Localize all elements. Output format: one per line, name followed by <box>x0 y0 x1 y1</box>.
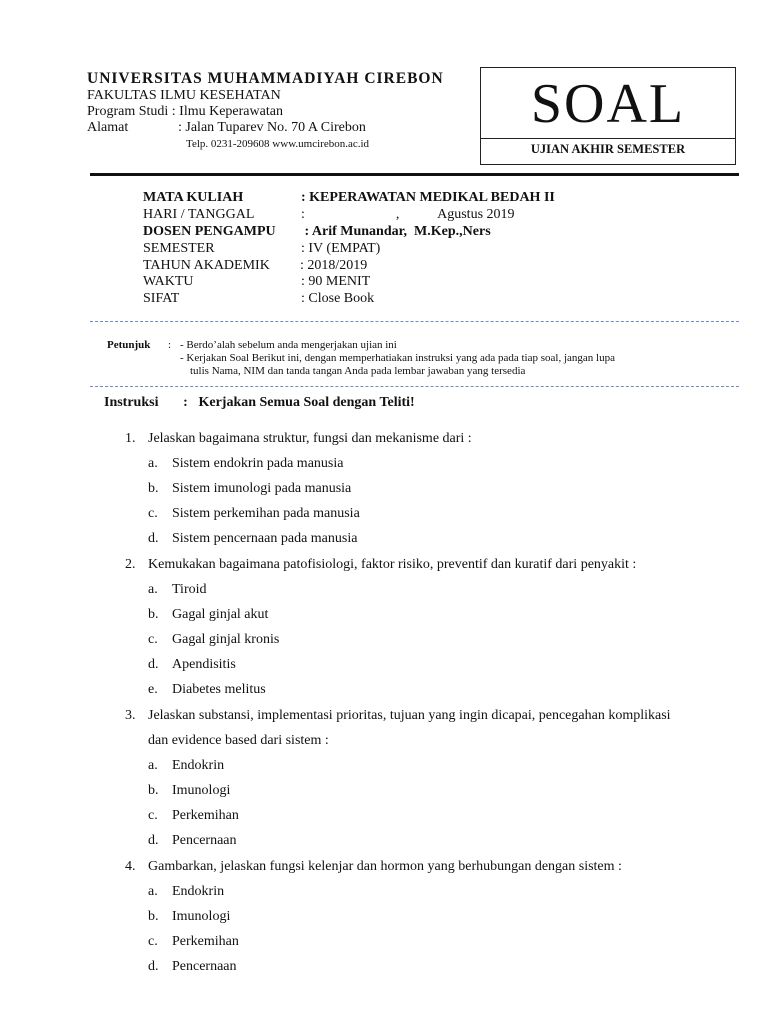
option-letter: c. <box>148 808 158 823</box>
option-letter: c. <box>148 506 158 521</box>
option-text: Sistem imunologi pada manusia <box>172 481 352 496</box>
info-label: HARI / TANGGAL <box>143 207 255 222</box>
dashed-divider-bottom <box>90 386 739 387</box>
option-letter: b. <box>148 481 159 496</box>
option-text: Perkemihan <box>172 934 239 949</box>
option-letter: d. <box>148 959 159 974</box>
petunjuk-line: tulis Nama, NIM dan tanda tangan Anda pada lembar jawaban yang tersedia <box>190 365 526 377</box>
info-value: : 90 MENIT <box>301 274 371 289</box>
question-text: Jelaskan bagaimana struktur, fungsi dan mekanisme dari : <box>148 431 472 446</box>
question-text-continued: dan evidence based dari sistem : <box>148 733 329 748</box>
option-letter: d. <box>148 833 159 848</box>
phone-website: Telp. 0231-209608 www.umcirebon.ac.id <box>186 138 370 150</box>
option-text: Endokrin <box>172 758 225 773</box>
info-value: : , Agustus 2019 <box>301 207 515 222</box>
info-label: SEMESTER <box>143 241 215 256</box>
soal-divider <box>481 138 735 139</box>
instruction-colon: : <box>183 395 188 410</box>
question-number: 4. <box>125 859 136 874</box>
info-label: SIFAT <box>143 291 180 306</box>
option-letter: b. <box>148 783 159 798</box>
study-program: Program Studi : Ilmu Keperawatan <box>87 104 283 119</box>
option-letter: b. <box>148 607 159 622</box>
address-value: : Jalan Tuparev No. 70 A Cirebon <box>178 120 366 135</box>
option-text: Apendisitis <box>172 657 236 672</box>
instruction <box>104 395 415 411</box>
info-value: : Arif Munandar, M.Kep.,Ners <box>301 224 491 239</box>
info-label: DOSEN PENGAMPU <box>143 224 276 239</box>
option-letter: a. <box>148 884 158 899</box>
dashed-divider-top <box>90 321 739 322</box>
instruction-label: Instruksi <box>104 395 159 410</box>
option-text: Pencernaan <box>172 959 237 974</box>
option-text: Pencernaan <box>172 833 237 848</box>
option-letter: d. <box>148 531 159 546</box>
instruction-text: Kerjakan Semua Soal dengan Teliti! <box>198 395 415 410</box>
option-text: Diabetes melitus <box>172 682 266 697</box>
option-letter: a. <box>148 582 158 597</box>
option-text: Perkemihan <box>172 808 239 823</box>
petunjuk-label: Petunjuk <box>107 339 151 351</box>
faculty-name: FAKULTAS ILMU KESEHATAN <box>87 88 281 103</box>
university-name: UNIVERSITAS MUHAMMADIYAH CIREBON <box>87 70 444 87</box>
option-text: Imunologi <box>172 909 231 924</box>
option-text: Sistem endokrin pada manusia <box>172 456 344 471</box>
option-letter: b. <box>148 909 159 924</box>
question-number: 2. <box>125 557 136 572</box>
petunjuk-line: - Berdo’alah sebelum anda mengerjakan ujian ini <box>180 339 397 351</box>
petunjuk-colon: : <box>168 339 172 351</box>
option-text: Gagal ginjal akut <box>172 607 269 622</box>
info-value: : IV (EMPAT) <box>301 241 381 256</box>
option-letter: a. <box>148 758 158 773</box>
question-text: Gambarkan, jelaskan fungsi kelenjar dan hormon yang berhubungan dengan sistem : <box>148 859 622 874</box>
option-letter: c. <box>148 632 158 647</box>
address-label: Alamat <box>87 120 129 135</box>
option-text: Imunologi <box>172 783 231 798</box>
info-label: WAKTU <box>143 274 194 289</box>
option-text: Tiroid <box>172 582 207 597</box>
soal-box <box>480 67 736 165</box>
exam-type: UJIAN AKHIR SEMESTER <box>530 142 686 156</box>
soal-title: SOAL <box>530 73 686 135</box>
option-text: Sistem perkemihan pada manusia <box>172 506 360 521</box>
option-letter: e. <box>148 682 158 697</box>
info-value: : KEPERAWATAN MEDIKAL BEDAH II <box>301 190 555 205</box>
question-number: 3. <box>125 708 136 723</box>
option-text: Endokrin <box>172 884 225 899</box>
question-number: 1. <box>125 431 136 446</box>
info-label: MATA KULIAH <box>143 190 244 205</box>
header-divider <box>90 173 739 176</box>
option-letter: c. <box>148 934 158 949</box>
option-text: Sistem pencernaan pada manusia <box>172 531 358 546</box>
option-letter: d. <box>148 657 159 672</box>
question-text: Kemukakan bagaimana patofisiologi, faktor risiko, preventif dan kuratif dari penyakit : <box>148 557 637 572</box>
info-value: : Close Book <box>301 291 375 306</box>
question-text: Jelaskan substansi, implementasi prioritas, tujuan yang ingin dicapai, pencegahan komplikasi <box>148 708 671 723</box>
petunjuk-line: - Kerjakan Soal Berikut ini, dengan memperhatiakan instruksi yang ada pada tiap soal, jangan lupa <box>180 352 615 364</box>
info-value: : 2018/2019 <box>300 258 368 273</box>
option-text: Gagal ginjal kronis <box>172 632 280 647</box>
info-label: TAHUN AKADEMIK <box>143 258 270 273</box>
option-letter: a. <box>148 456 158 471</box>
